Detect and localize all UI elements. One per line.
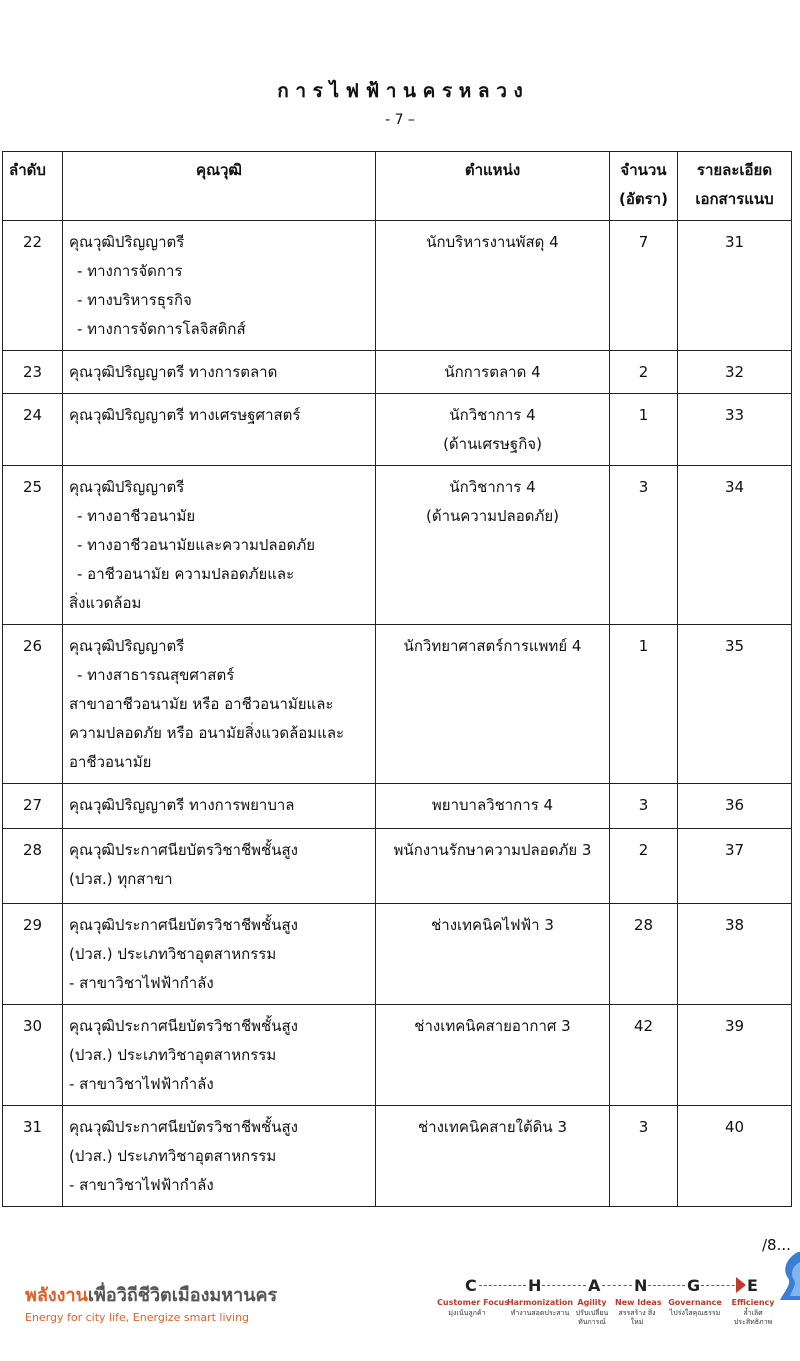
table-header-row	[3, 152, 792, 221]
position-cell	[376, 784, 610, 829]
change-letter-c: C	[465, 1276, 477, 1295]
position-line: นักการตลาด 4	[444, 363, 541, 381]
row-number: 25	[3, 466, 63, 625]
document-title: ก า ร ไ ฟ ฟ้ า น ค ร ห ล ว ง	[277, 80, 523, 102]
position-cell	[376, 1106, 610, 1207]
change-caption-th: ทำงานสอดประสาน	[510, 1309, 570, 1317]
row-number: 23	[3, 351, 63, 394]
qualification-line: คุณวุฒิปริญญาตรี ทางการพยาบาล	[69, 796, 295, 814]
qualification-line: (ปวส.) ทุกสาขา	[69, 870, 173, 888]
column-header-qualification: คุณวุฒิ	[63, 152, 376, 221]
qualification-line: คุณวุฒิปริญญาตรี ทางเศรษฐศาสตร์	[69, 406, 301, 424]
qualification-line: - ทางอาชีวอนามัย	[77, 507, 196, 525]
qualification-line: คุณวุฒิปริญญาตรี	[69, 478, 185, 496]
count-cell: 3	[610, 466, 678, 625]
position-line: พยาบาลวิชาการ 4	[431, 796, 554, 814]
change-caption-en: Efficiency	[731, 1298, 775, 1307]
count-cell: 2	[610, 351, 678, 394]
qualification-line: (ปวส.) ประเภทวิชาอุตสาหกรรม	[69, 1046, 277, 1064]
change-letter-n: N	[634, 1276, 648, 1295]
change-caption-th: สรรสร้าง สิ่งใหม่	[618, 1309, 656, 1326]
table-row	[3, 1106, 792, 1207]
change-letter-h: H	[528, 1276, 542, 1295]
qualification-cell	[63, 394, 376, 466]
count-cell: 2	[610, 829, 678, 904]
position-line: พนักงานรักษาความปลอดภัย 3	[393, 841, 592, 859]
row-number: 24	[3, 394, 63, 466]
table-row	[3, 221, 792, 351]
qualification-line: - สาขาวิชาไฟฟ้ากำลัง	[69, 974, 214, 992]
attachment-cell: 32	[678, 351, 792, 394]
change-letter-e: E	[747, 1276, 758, 1295]
slogan-thai	[25, 1280, 277, 1309]
count-header-line1: จำนวน	[620, 161, 667, 179]
page-number: - 7 –	[385, 112, 415, 128]
position-line: (ด้านเศรษฐกิจ)	[443, 435, 542, 453]
qualification-line: คุณวุฒิประกาศนียบัตรวิชาชีพชั้นสูง	[69, 1118, 298, 1136]
row-number: 28	[3, 829, 63, 904]
attachment-cell: 37	[678, 829, 792, 904]
qualification-line: คุณวุฒิปริญญาตรี ทางการตลาด	[69, 363, 278, 381]
table-row	[3, 466, 792, 625]
table-row	[3, 1005, 792, 1106]
qualification-cell	[63, 1005, 376, 1106]
change-letter-a: A	[588, 1276, 601, 1295]
qualification-line: สาขาอาชีวอนามัย หรือ อาชีวอนามัยและ	[69, 695, 334, 713]
change-caption-en: Governance	[668, 1298, 722, 1307]
count-cell: 7	[610, 221, 678, 351]
change-connector	[542, 1285, 586, 1286]
row-number: 31	[3, 1106, 63, 1207]
position-cell	[376, 829, 610, 904]
column-header-position: ตำแหน่ง	[376, 152, 610, 221]
qualification-cell	[63, 625, 376, 784]
qualification-line: สิ่งแวดล้อม	[69, 594, 142, 612]
position-cell	[376, 625, 610, 784]
position-line: นักวิทยาศาสตร์การแพทย์ 4	[403, 637, 582, 655]
qualification-cell	[63, 466, 376, 625]
attachment-cell: 39	[678, 1005, 792, 1106]
count-cell: 1	[610, 625, 678, 784]
change-caption-en: New Ideas	[615, 1298, 662, 1307]
qualification-line: คุณวุฒิปริญญาตรี	[69, 233, 185, 251]
change-connector	[479, 1285, 526, 1286]
footer-slogan	[25, 1280, 277, 1324]
attachment-cell: 35	[678, 625, 792, 784]
table-row	[3, 904, 792, 1005]
position-line: ช่างเทคนิคสายอากาศ 3	[414, 1017, 571, 1035]
attachment-cell: 34	[678, 466, 792, 625]
table-row	[3, 351, 792, 394]
position-cell	[376, 351, 610, 394]
qualification-line: - สาขาวิชาไฟฟ้ากำลัง	[69, 1176, 214, 1194]
count-header-line2: (อัตรา)	[619, 190, 668, 208]
mea-logo-icon	[778, 1248, 800, 1304]
row-number: 22	[3, 221, 63, 351]
change-caption-th: ล้ำเลิศ ประสิทธิภาพ	[733, 1309, 773, 1326]
position-cell	[376, 394, 610, 466]
column-header-attachment	[678, 152, 792, 221]
qualification-cell	[63, 221, 376, 351]
table-row	[3, 784, 792, 829]
qualification-line: คุณวุฒิประกาศนียบัตรวิชาชีพชั้นสูง	[69, 841, 298, 859]
count-cell: 3	[610, 784, 678, 829]
qualification-line: (ปวส.) ประเภทวิชาอุตสาหกรรม	[69, 945, 277, 963]
row-number: 30	[3, 1005, 63, 1106]
position-cell	[376, 221, 610, 351]
attach-header-line1: รายละเอียด	[696, 161, 773, 179]
change-values-bar	[435, 1276, 800, 1356]
count-cell: 1	[610, 394, 678, 466]
position-line: นักวิชาการ 4	[449, 478, 536, 496]
slogan-english: Energy for city life, Energize smart living	[25, 1311, 250, 1324]
change-caption-th: ปรับเปลี่ยน ทันการณ์	[575, 1309, 609, 1326]
position-line: ช่างเทคนิคสายใต้ดิน 3	[417, 1118, 567, 1136]
table-row	[3, 625, 792, 784]
attachment-cell: 33	[678, 394, 792, 466]
table-body	[3, 221, 792, 1207]
slogan-thai-part2: เพื่อวิถีชีวิตเมืองมหานคร	[87, 1285, 278, 1306]
change-arrow-icon	[736, 1277, 746, 1293]
qualification-line: อาชีวอนามัย	[69, 753, 152, 771]
qualification-cell	[63, 784, 376, 829]
slogan-thai-part1: พลังงาน	[25, 1285, 88, 1306]
column-header-count	[610, 152, 678, 221]
next-page-indicator: /8...	[762, 1236, 791, 1254]
position-line: นักบริหารงานพัสดุ 4	[426, 233, 559, 251]
count-cell: 42	[610, 1005, 678, 1106]
change-connector	[648, 1285, 685, 1286]
qualification-table	[2, 151, 792, 1207]
position-cell	[376, 1005, 610, 1106]
qualification-line: - ทางอาชีวอนามัยและความปลอดภัย	[77, 536, 316, 554]
qualification-line: ความปลอดภัย หรือ อนามัยสิ่งแวดล้อมและ	[69, 724, 345, 742]
qualification-cell	[63, 829, 376, 904]
qualification-cell	[63, 1106, 376, 1207]
count-cell: 3	[610, 1106, 678, 1207]
change-caption-th: มุ่งเน้นลูกค้า	[448, 1309, 486, 1317]
qualification-line: คุณวุฒิประกาศนียบัตรวิชาชีพชั้นสูง	[69, 1017, 298, 1035]
change-letter-g: G	[687, 1276, 701, 1295]
position-line: ช่างเทคนิคไฟฟ้า 3	[431, 916, 554, 934]
qualification-line: - ทางการจัดการโลจิสติกส์	[77, 320, 246, 338]
position-cell	[376, 466, 610, 625]
attachment-cell: 38	[678, 904, 792, 1005]
row-number: 26	[3, 625, 63, 784]
qualification-line: - ทางสาธารณสุขศาสตร์	[77, 666, 235, 684]
attach-header-line2: เอกสารแนบ	[695, 190, 774, 208]
qualification-line: - ทางการจัดการ	[77, 262, 183, 280]
table-row	[3, 829, 792, 904]
qualification-line: - อาชีวอนามัย ความปลอดภัยและ	[77, 565, 295, 583]
qualification-cell	[63, 351, 376, 394]
count-cell: 28	[610, 904, 678, 1005]
qualification-line: - ทางบริหารธุรกิจ	[77, 291, 192, 309]
change-caption-th: ไปร่งใสคุณธรรม	[669, 1309, 721, 1317]
change-caption-en: Agility	[577, 1298, 607, 1307]
position-line: (ด้านความปลอดภัย)	[425, 507, 560, 525]
column-header-no: ลำดับ	[3, 152, 63, 221]
position-cell	[376, 904, 610, 1005]
row-number: 29	[3, 904, 63, 1005]
change-connector	[602, 1285, 632, 1286]
row-number: 27	[3, 784, 63, 829]
qualification-line: (ปวส.) ประเภทวิชาอุตสาหกรรม	[69, 1147, 277, 1165]
qualification-line: คุณวุฒิประกาศนียบัตรวิชาชีพชั้นสูง	[69, 916, 298, 934]
change-caption-en: Customer Focus	[437, 1298, 509, 1307]
position-line: นักวิชาการ 4	[449, 406, 536, 424]
attachment-cell: 36	[678, 784, 792, 829]
qualification-line: - สาขาวิชาไฟฟ้ากำลัง	[69, 1075, 214, 1093]
attachment-cell: 40	[678, 1106, 792, 1207]
change-caption-en: Harmonization	[506, 1298, 574, 1307]
attachment-cell: 31	[678, 221, 792, 351]
table-row	[3, 394, 792, 466]
qualification-line: คุณวุฒิปริญญาตรี	[69, 637, 185, 655]
qualification-cell	[63, 904, 376, 1005]
